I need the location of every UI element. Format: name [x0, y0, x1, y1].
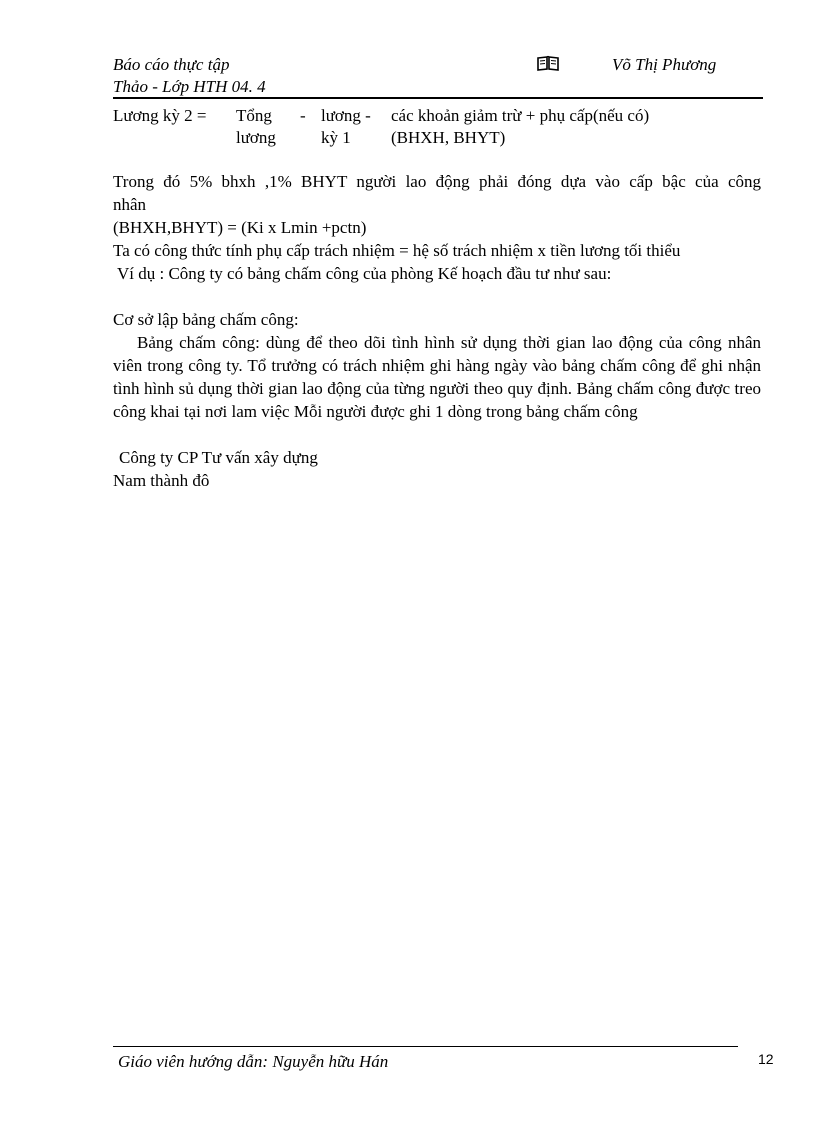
formula-lhs: Lương kỳ 2 = [113, 106, 207, 125]
body-text [113, 170, 761, 492]
report-title: Báo cáo thực tập [113, 55, 230, 74]
formula-insurance: (BHXH,BHYT) = (Ki x Lmin +pctn) [113, 218, 367, 237]
header-divider [113, 97, 763, 99]
paragraph-insurance: Trong đó 5% bhxh ,1% BHYT người lao động phải đóng dựa vào cấp bậc của công [113, 172, 761, 191]
formula-operator: - [300, 106, 306, 125]
header-left [113, 54, 266, 98]
author-name-continued: Thảo - Lớp HTH 04. 4 [113, 77, 266, 96]
paragraph-timesheet: Bảng chấm công: dùng để theo dõi tình hình sử dụng thời gian lao động của công nhân viên trong công ty. Tổ trưởng có trách nhiệm ghi hàng ngày vào bảng chấm công để ghi nhận tình hình sủ dụng thời gian lao động của từng người theo quy định. Bảng chấm công được treo công khai tại nơi lam việc Mỗi người được ghi 1 dòng trong bảng chấm công [113, 333, 761, 421]
company-name-cont: Nam thành đô [113, 471, 210, 490]
section-heading: Cơ sở lập bảng chấm công: [113, 310, 299, 329]
formula-term-deductions: các khoản giảm trừ + phụ cấp(nếu có) (BHXH, BHYT) [391, 106, 650, 147]
page-number: 12 [758, 1051, 774, 1067]
supervisor-line: Giáo viên hướng dẫn: Nguyễn hữu Hán [118, 1052, 389, 1071]
author-name: Võ Thị Phương [612, 55, 717, 74]
company-name: Công ty CP Tư vấn xây dựng [119, 448, 318, 467]
paragraph-example: Ví dụ : Công ty có bảng chấm công của phòng Kế hoạch đầu tư như sau: [117, 264, 612, 283]
formula-term-total: Tổng lương [236, 106, 276, 147]
paragraph-allowance: Ta có công thức tính phụ cấp trách nhiệm = hệ số trách nhiệm x tiền lương tối thiểu [113, 241, 681, 260]
formula-term-salary1: lương - kỳ 1 [321, 106, 371, 147]
paragraph-insurance-cont: nhân [113, 195, 147, 214]
footer-divider [113, 1046, 738, 1047]
open-book-icon [537, 55, 559, 71]
